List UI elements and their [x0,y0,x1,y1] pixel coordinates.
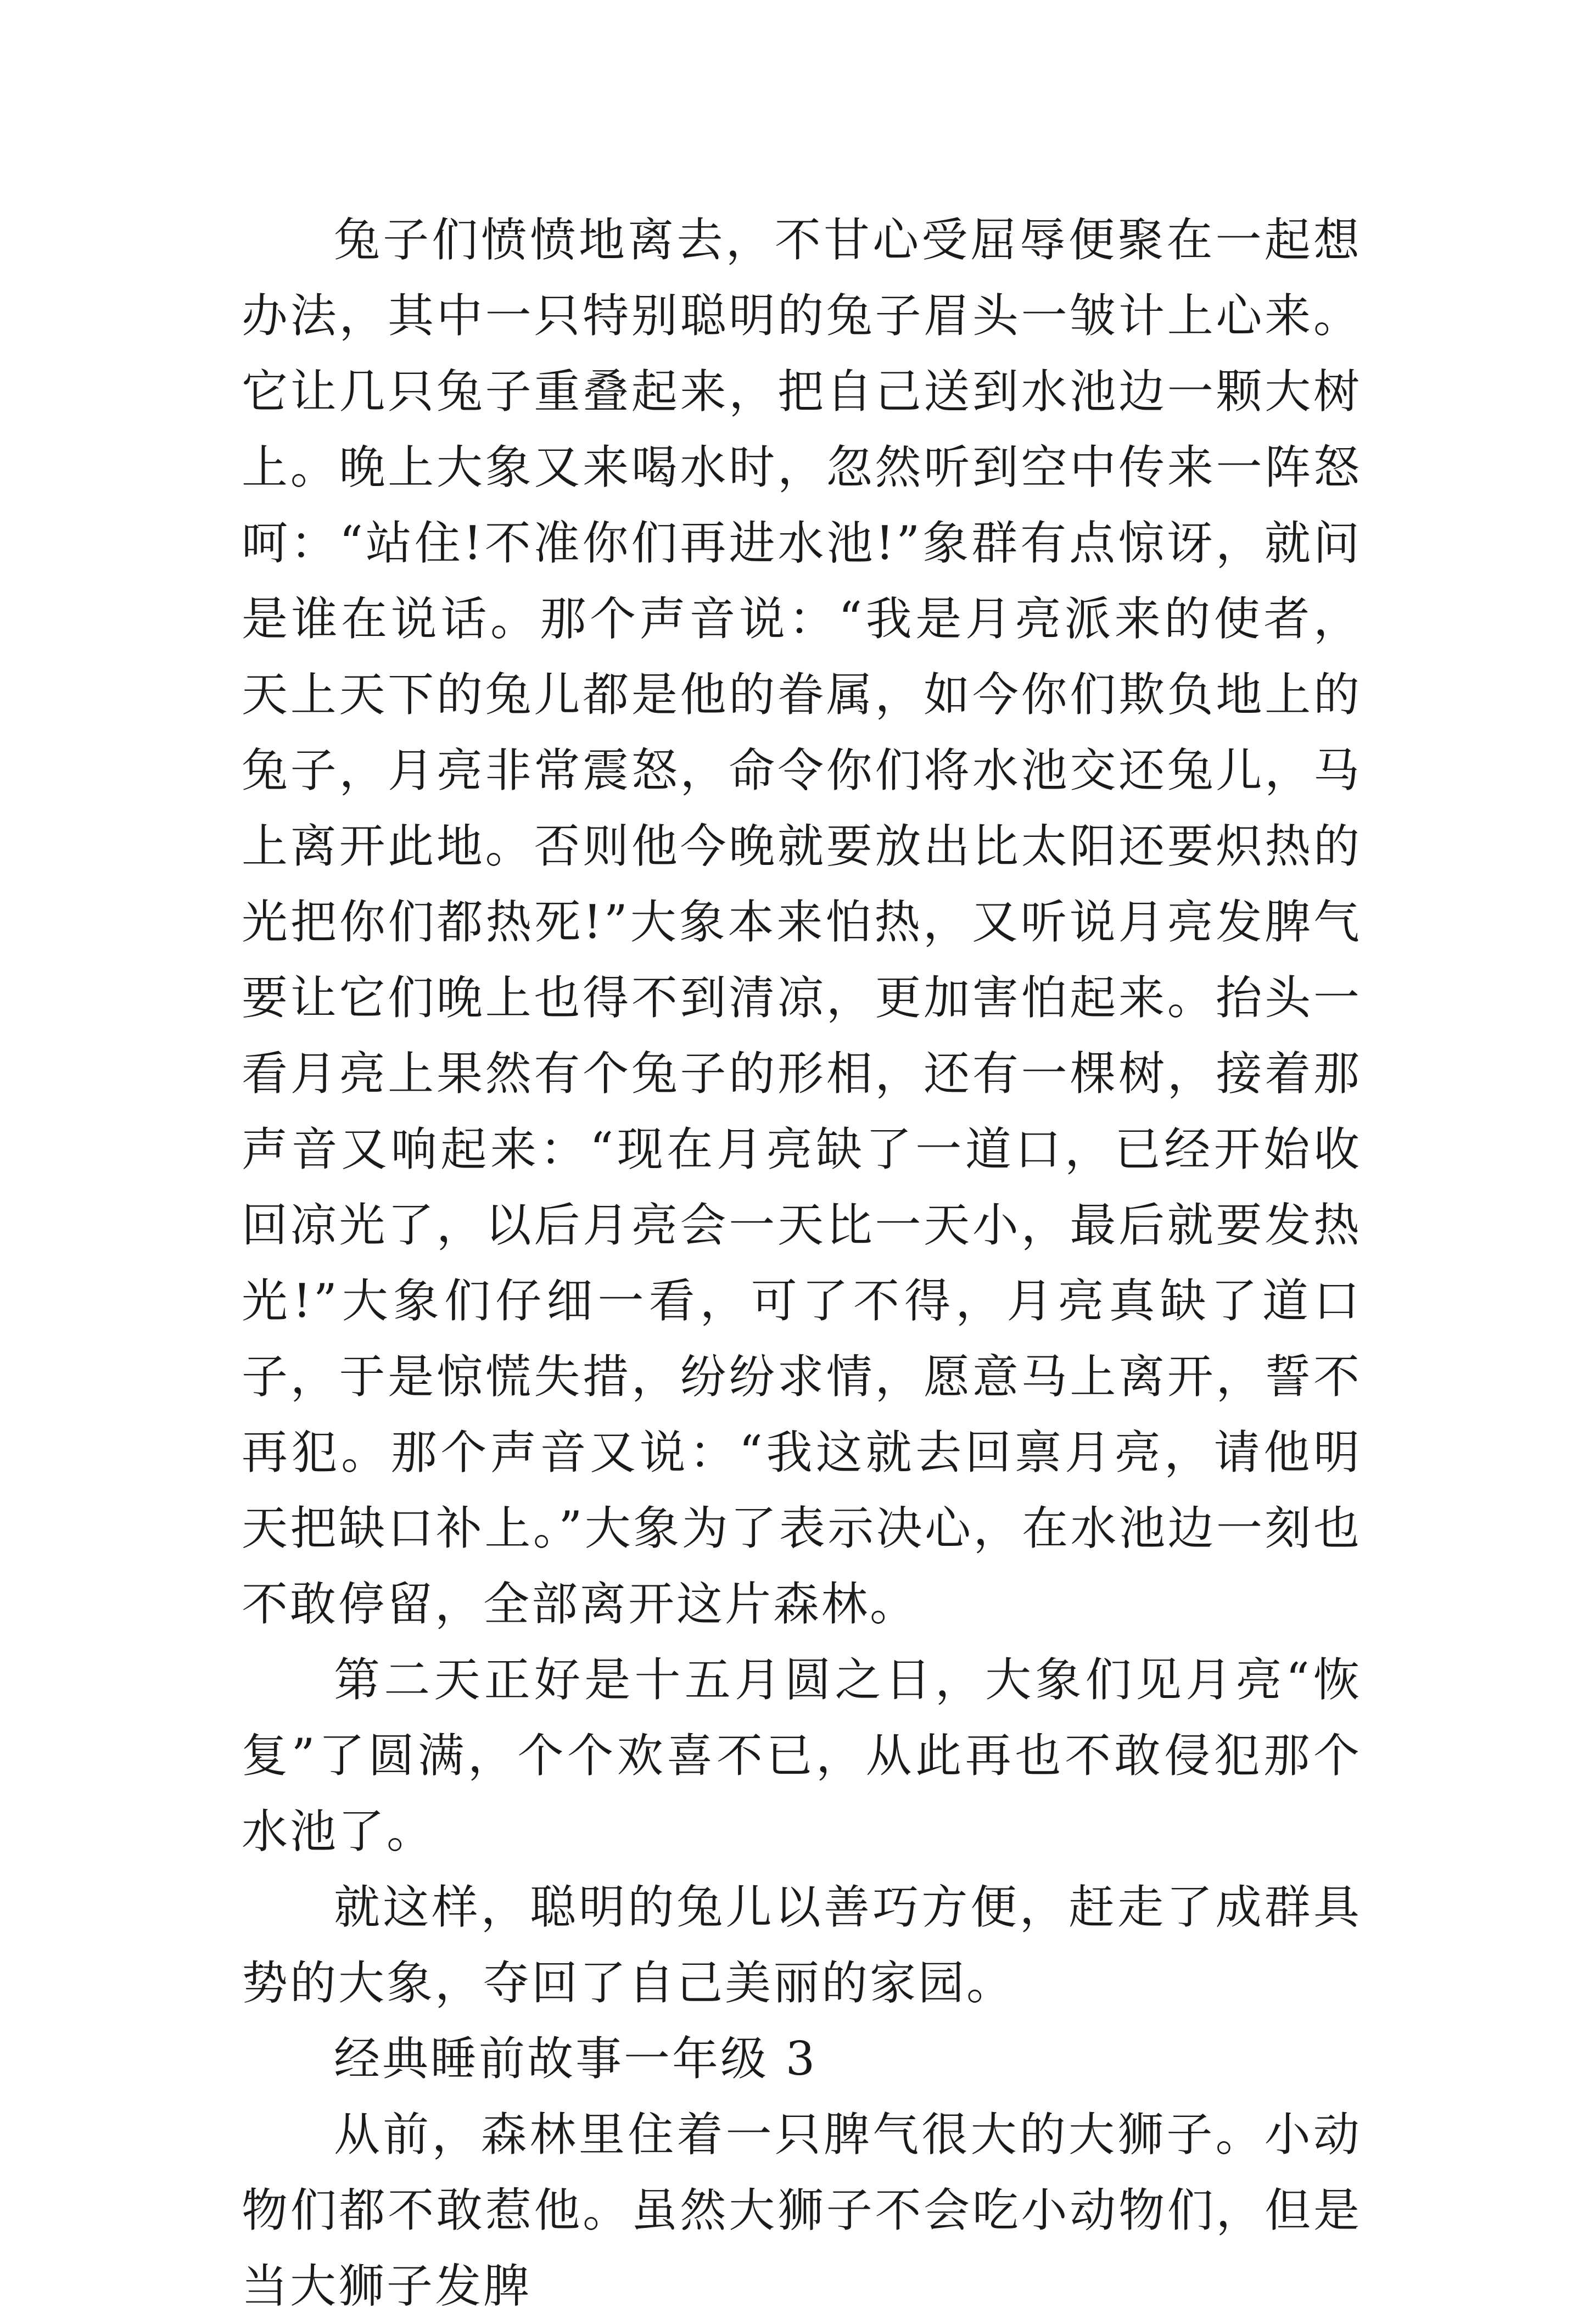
paragraph-conclusion: 就这样，聪明的兔儿以善巧方便，赶走了成群具势的大象，夺回了自己美丽的家园。 [242,1880,1362,2010]
paragraph-lion-story: 从前，森林里住着一只脾气很大的大狮子。小动物们都不敢惹他。虽然大狮子不会吃小动物们，但是当大狮子发脾 [242,2108,1362,2313]
paragraph-rabbits-plan: 兔子们愤愤地离去，不甘心受屈辱便聚在一起想办法，其中一只特别聪明的兔子眉头一皱计上心来。它让几只兔子重叠起来，把自己送到水池边一颗大树上。晚上大象又来喝水时，忽然听到空中传来一阵怒呵：“站住!不准你们再进水池!”象群有点惊讶，就问是谁在说话。那个声音说：“我是月亮派来的使者，天上天下的兔儿都是他的眷属，如今你们欺负地上的兔子，月亮非常震怒，命令你们将水池交还兔儿，马上离开此地。否则他今晚就要放出比太阳还要炽热的光把你们都热死!”大象本来怕热，又听说月亮发脾气要让它们晚上也得不到清凉，更加害怕起来。抬头一看月亮上果然有个兔子的形相，还有一棵树，接着那声音又响起来：“现在月亮缺了一道口，已经开始收回凉光了，以后月亮会一天比一天小，最后就要发热光!”大象们仔细一看，可了不得，月亮真缺了道口子，于是惊慌失措，纷纷求情，愿意马上离开，誓不再犯。那个声音又说：“我这就去回禀月亮，请他明天把缺口补上。”大象为了表示决心，在水池边一刻也不敢停留，全部离开这片森林。 [242,213,1362,1631]
paragraph-full-moon: 第二天正好是十五月圆之日，大象们见月亮“恢复”了圆满，个个欢喜不已，从此再也不敢侵犯那个水池了。 [242,1653,1362,1858]
document-body [242,202,1362,2324]
section-heading: 经典睡前故事一年级 3 [334,2032,818,2086]
